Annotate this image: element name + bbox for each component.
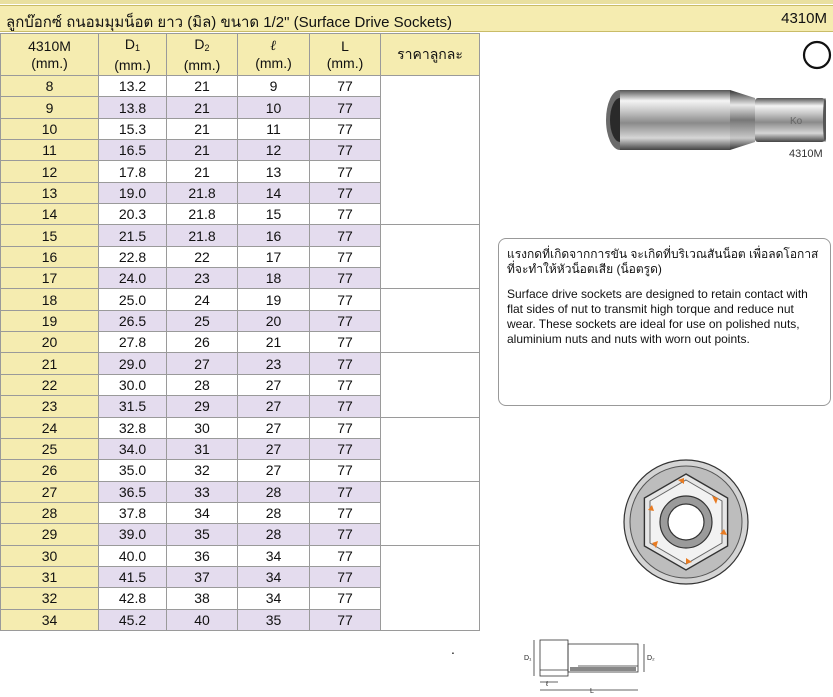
- cell-d2: 21.8: [167, 182, 238, 203]
- cell-l-small: 34: [238, 566, 310, 587]
- cell-d1: 29.0: [99, 353, 167, 374]
- cell-size: 34: [1, 609, 99, 630]
- cell-l-small: 14: [238, 182, 310, 203]
- cell-size: 21: [1, 353, 99, 374]
- cell-d1: 35.0: [99, 460, 167, 481]
- cell-l: 77: [310, 225, 381, 246]
- cell-size: 32: [1, 588, 99, 609]
- cell-l-small: 11: [238, 118, 310, 139]
- cell-d2: 28: [167, 374, 238, 395]
- diagram-label-l-small: ℓ: [546, 681, 549, 688]
- cell-l: 77: [310, 97, 381, 118]
- cell-d2: 21.8: [167, 204, 238, 225]
- cell-d1: 27.8: [99, 332, 167, 353]
- cell-d2: 29: [167, 396, 238, 417]
- cell-size: 31: [1, 566, 99, 587]
- cell-l-small: 12: [238, 140, 310, 161]
- cell-d2: 23: [167, 268, 238, 289]
- cell-size: 22: [1, 374, 99, 395]
- cell-d2: 21: [167, 97, 238, 118]
- table-row: [1, 289, 480, 310]
- cell-l: 77: [310, 268, 381, 289]
- cell-size: 29: [1, 524, 99, 545]
- cell-size: 25: [1, 438, 99, 459]
- cell-d1: 24.0: [99, 268, 167, 289]
- cell-l-small: 27: [238, 396, 310, 417]
- cell-d1: 34.0: [99, 438, 167, 459]
- cell-d2: 21: [167, 161, 238, 182]
- cell-size: 23: [1, 396, 99, 417]
- price-cell: [381, 289, 480, 353]
- cell-l: 77: [310, 417, 381, 438]
- cell-size: 11: [1, 140, 99, 161]
- cell-l-small: 15: [238, 204, 310, 225]
- cell-d2: 21: [167, 140, 238, 161]
- diagram-label-d1: D₁: [524, 655, 532, 662]
- table-row: [1, 76, 480, 97]
- cell-l-small: 18: [238, 268, 310, 289]
- cell-l: 77: [310, 353, 381, 374]
- cell-l-small: 35: [238, 609, 310, 630]
- dimension-diagram: [518, 630, 668, 694]
- price-cell: [381, 76, 480, 225]
- cell-d1: 30.0: [99, 374, 167, 395]
- table-row: [1, 353, 480, 374]
- cell-d1: 16.5: [99, 140, 167, 161]
- cell-d1: 40.0: [99, 545, 167, 566]
- description-thai: แรงกดที่เกิดจากการขัน จะเกิดที่บริเวณสันน็อต เพื่อลดโอกาสที่จะทำให้หัวน็อตเสีย (น็อตรูด): [507, 247, 819, 276]
- cell-d2: 36: [167, 545, 238, 566]
- price-cell: [381, 225, 480, 289]
- table-row: [1, 417, 480, 438]
- cell-l-small: 13: [238, 161, 310, 182]
- cell-l: 77: [310, 524, 381, 545]
- cell-size: 20: [1, 332, 99, 353]
- cell-l: 77: [310, 118, 381, 139]
- cell-d2: 32: [167, 460, 238, 481]
- cell-l: 77: [310, 566, 381, 587]
- cell-d1: 20.3: [99, 204, 167, 225]
- socket-top-view-illustration: [622, 458, 750, 586]
- table-row: [1, 545, 480, 566]
- cell-d2: 21.8: [167, 225, 238, 246]
- description-english: Surface drive sockets are designed to retain contact with flat sides of nut to transmit high torque and reduce nut wear. These sockets are ideal for use on polished nuts, aluminium nuts and nuts with worn out points.: [507, 287, 808, 346]
- cell-l: 77: [310, 502, 381, 523]
- cell-l: 77: [310, 246, 381, 267]
- cell-l-small: 27: [238, 438, 310, 459]
- cell-d1: 21.5: [99, 225, 167, 246]
- cell-size: 14: [1, 204, 99, 225]
- cell-d2: 26: [167, 332, 238, 353]
- header-l: L (mm.): [310, 34, 381, 76]
- cell-size: 15: [1, 225, 99, 246]
- cell-l: 77: [310, 310, 381, 331]
- cell-size: 13: [1, 182, 99, 203]
- cell-d1: 31.5: [99, 396, 167, 417]
- cell-size: 24: [1, 417, 99, 438]
- cell-d1: 17.8: [99, 161, 167, 182]
- price-cell: [381, 481, 480, 545]
- product-code: 4310M: [781, 10, 827, 27]
- cell-d1: 13.8: [99, 97, 167, 118]
- cell-d1: 37.8: [99, 502, 167, 523]
- cell-l-small: 10: [238, 97, 310, 118]
- cell-d1: 36.5: [99, 481, 167, 502]
- cell-l: 77: [310, 588, 381, 609]
- table-row: [1, 225, 480, 246]
- cell-l: 77: [310, 460, 381, 481]
- cell-l-small: 27: [238, 460, 310, 481]
- cell-l-small: 34: [238, 545, 310, 566]
- top-accent-line: [0, 0, 833, 4]
- header-l-small: ℓ (mm.): [238, 34, 310, 76]
- cell-l: 77: [310, 396, 381, 417]
- cell-size: 26: [1, 460, 99, 481]
- cell-d2: 21: [167, 118, 238, 139]
- cell-d2: 31: [167, 438, 238, 459]
- cell-size: 9: [1, 97, 99, 118]
- cell-l: 77: [310, 204, 381, 225]
- cell-l: 77: [310, 140, 381, 161]
- cell-d1: 19.0: [99, 182, 167, 203]
- cell-d1: 13.2: [99, 76, 167, 97]
- cell-d2: 21: [167, 76, 238, 97]
- cell-l-small: 28: [238, 502, 310, 523]
- price-cell: [381, 353, 480, 417]
- price-cell: [381, 545, 480, 630]
- cell-d1: 32.8: [99, 417, 167, 438]
- diagram-label-d2: D₂: [647, 655, 655, 662]
- cell-l: 77: [310, 609, 381, 630]
- cell-size: 12: [1, 161, 99, 182]
- cell-l: 77: [310, 481, 381, 502]
- cell-d1: 42.8: [99, 588, 167, 609]
- cell-l-small: 34: [238, 588, 310, 609]
- photo-label: 4310M: [789, 148, 823, 160]
- header-d2: $D_2$ (mm.): [167, 34, 238, 76]
- cell-l: 77: [310, 76, 381, 97]
- cell-size: 18: [1, 289, 99, 310]
- header-d1: $D_1$ (mm.): [99, 34, 167, 76]
- cell-l-small: 23: [238, 353, 310, 374]
- cell-size: 16: [1, 246, 99, 267]
- cell-d1: 15.3: [99, 118, 167, 139]
- cell-d2: 22: [167, 246, 238, 267]
- cell-size: 19: [1, 310, 99, 331]
- cell-d2: 30: [167, 417, 238, 438]
- cell-size: 30: [1, 545, 99, 566]
- cell-d1: 25.0: [99, 289, 167, 310]
- cell-l: 77: [310, 438, 381, 459]
- cell-l-small: 28: [238, 524, 310, 545]
- price-cell: [381, 417, 480, 481]
- cell-d1: 22.8: [99, 246, 167, 267]
- cell-d2: 40: [167, 609, 238, 630]
- cell-d2: 25: [167, 310, 238, 331]
- spec-table: [0, 33, 480, 631]
- cell-l: 77: [310, 182, 381, 203]
- cell-d2: 33: [167, 481, 238, 502]
- header-price: ราคาลูกละ: [381, 34, 480, 76]
- cell-d1: 39.0: [99, 524, 167, 545]
- description-box: [498, 238, 831, 406]
- cell-d1: 26.5: [99, 310, 167, 331]
- page-title: ลูกบ๊อกซ์ ถนอมมุมน็อต ยาว (มิล) ขนาด 1/2" (Surface Drive Sockets): [6, 14, 453, 31]
- cell-size: 10: [1, 118, 99, 139]
- cell-d2: 24: [167, 289, 238, 310]
- cell-size: 27: [1, 481, 99, 502]
- stray-dot: .: [451, 641, 455, 657]
- cell-l: 77: [310, 289, 381, 310]
- cell-l-small: 27: [238, 374, 310, 395]
- cell-l-small: 9: [238, 76, 310, 97]
- cell-d2: 27: [167, 353, 238, 374]
- cell-size: 8: [1, 76, 99, 97]
- cell-size: 17: [1, 268, 99, 289]
- cell-d1: 41.5: [99, 566, 167, 587]
- cell-size: 28: [1, 502, 99, 523]
- cell-l: 77: [310, 161, 381, 182]
- diagram-label-l: L: [590, 688, 594, 694]
- table-row: [1, 481, 480, 502]
- title-bar: [0, 5, 833, 32]
- cell-l: 77: [310, 374, 381, 395]
- table-header-row: [1, 34, 480, 76]
- hex-socket-icon: [802, 40, 832, 70]
- cell-l-small: 17: [238, 246, 310, 267]
- cell-d2: 38: [167, 588, 238, 609]
- cell-d2: 34: [167, 502, 238, 523]
- header-size: 4310M (mm.): [1, 34, 99, 76]
- cell-l-small: 20: [238, 310, 310, 331]
- cell-d2: 37: [167, 566, 238, 587]
- cell-l-small: 28: [238, 481, 310, 502]
- cell-l-small: 21: [238, 332, 310, 353]
- cell-d2: 35: [167, 524, 238, 545]
- cell-d1: 45.2: [99, 609, 167, 630]
- cell-l-small: 16: [238, 225, 310, 246]
- cell-l-small: 19: [238, 289, 310, 310]
- cell-l: 77: [310, 332, 381, 353]
- cell-l-small: 27: [238, 417, 310, 438]
- cell-l: 77: [310, 545, 381, 566]
- svg-text:Ko: Ko: [790, 116, 803, 127]
